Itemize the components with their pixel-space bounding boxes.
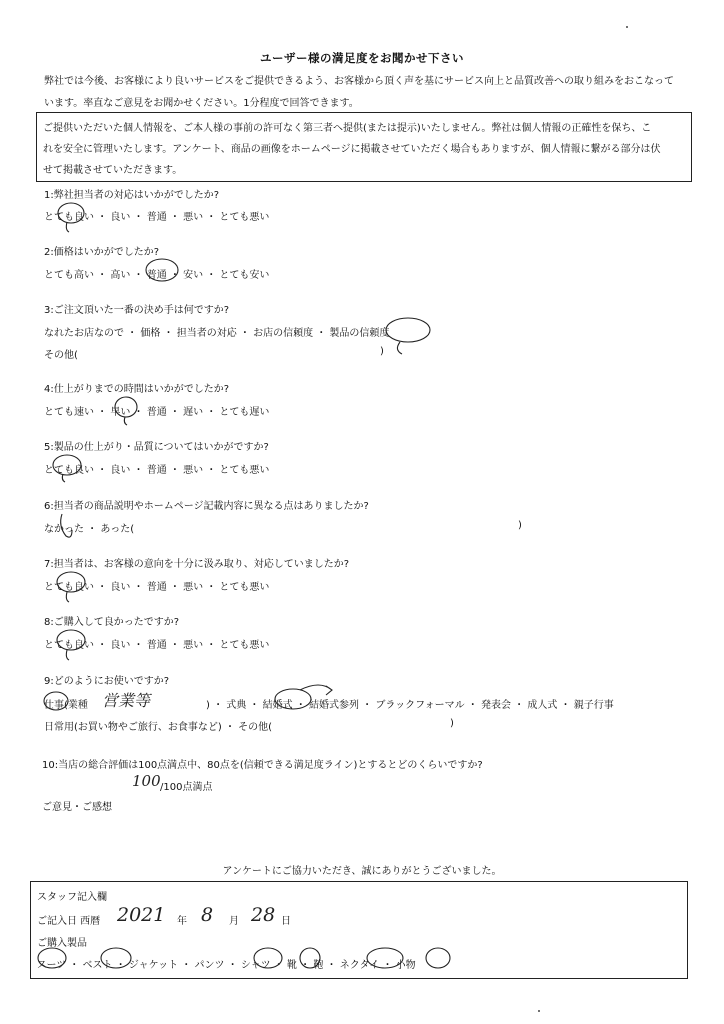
privacy-line-2: れを安全に管理いたします。アンケート、商品の画像をホームページに掲載させていただく場合もありますが、個人情報に繋がる部分は伏 — [43, 144, 661, 155]
question-9: 9:どのようにお使いですか? — [44, 676, 170, 687]
question-5: 5:製品の仕上がり・品質についてはいかがですか? — [44, 442, 269, 453]
month-unit: 月 — [229, 916, 239, 927]
question-7-options: とても良い ・ 良い ・ 普通 ・ 悪い ・ とても悪い — [44, 582, 270, 593]
date-label: ご記入日 西暦 — [37, 916, 101, 927]
score-suffix: /100点満点 — [160, 782, 213, 793]
question-5-options: とても良い ・ 良い ・ 普通 ・ 悪い ・ とても悪い — [44, 465, 270, 476]
year-unit: 年 — [177, 916, 187, 927]
question-6: 6:担当者の商品説明やホームページ記載内容に異なる点はありましたか? — [44, 501, 369, 512]
scan-speck — [626, 26, 628, 28]
mark-q1-very-good — [58, 203, 84, 223]
privacy-line-1: ご提供いただいた個人情報を、ご本人様の事前の許可なく第三者へ提供(または提示)いたしません。弊社は個人情報の正確性を保ち、こ — [43, 123, 652, 134]
mark-q5-very-good — [53, 455, 81, 475]
handwritten-day: 28 — [251, 904, 276, 926]
question-9-options-line2: 日常用(お買い物やご旅行、お食事など) ・ その他( — [44, 722, 273, 733]
question-2: 2:価格はいかがでしたか? — [44, 247, 160, 258]
day-unit: 日 — [281, 916, 291, 927]
question-9-options-line1: ) ・ 式典 ・ 結婚式 ・ 結婚式参列 ・ ブラックフォーマル ・ 発表会 ・ 成人式 ・ 親子行事 — [206, 700, 614, 711]
mark-q9-business — [44, 692, 68, 710]
mark-q4-fast — [115, 397, 137, 417]
question-9-close: ) — [450, 718, 454, 729]
question-7: 7:担当者は、お客様の意向を十分に汲み取り、対応していましたか? — [44, 559, 350, 570]
mark-q6-none — [61, 514, 72, 537]
handwritten-score: 100 — [132, 772, 161, 790]
question-1: 1:弊社担当者の対応はいかがでしたか? — [44, 190, 220, 201]
question-4-options: とても速い ・ 早い ・ 普通 ・ 遅い ・ とても遅い — [44, 407, 270, 418]
handwritten-year: 2021 — [117, 904, 166, 926]
intro-line-2: います。率直なご意見をお聞かせください。1分程度で回答できます。 — [44, 98, 359, 109]
privacy-line-3: せて掲載させていただきます。 — [43, 165, 183, 176]
question-8-options: とても良い ・ 良い ・ 普通 ・ 悪い ・ とても悪い — [44, 640, 270, 651]
mark-shoes — [300, 948, 320, 968]
question-6-options: なかった ・ あった( — [44, 524, 135, 535]
question-1-options: とても良い ・ 良い ・ 普通 ・ 悪い ・ とても悪い — [44, 212, 270, 223]
question-3-options: なれたお店なので ・ 価格 ・ 担当者の対応 ・ お店の信頼度 ・ 製品の信頼度 — [44, 328, 390, 339]
thanks-message: アンケートにご協力いただき、誠にありがとうございました。 — [222, 866, 502, 877]
intro-line-1: 弊社では今後、お客様により良いサービスをご提供できるよう、お客様から頂く声を基にサービス向上と品質改善への取り組みをおこなって — [44, 76, 674, 87]
mark-suit — [38, 948, 66, 968]
mark-q9-wedding — [275, 689, 311, 709]
question-3: 3:ご注文頂いた一番の決め手は何ですか? — [44, 305, 230, 316]
comments-label: ご意見・ご感想 — [42, 802, 112, 813]
question-3-other-close: ) — [380, 346, 384, 357]
question-10: 10:当店の総合評価は100点満点中、80点を(信頼できる満足度ライン)とするとどのくらいですか? — [42, 760, 483, 771]
mark-q9-arrow — [300, 685, 332, 695]
survey-title: ユーザー様の満足度をお聞かせ下さい — [260, 51, 464, 65]
question-2-options: とても高い ・ 高い ・ 普通 ・ 安い ・ とても安い — [44, 270, 270, 281]
mark-necktie — [367, 948, 403, 968]
products-list: スーツ ・ ベスト ・ ジャケット ・ パンツ ・ シャツ ・ 靴 ・ 鞄 ・ ネクタイ ・ 小物 — [37, 960, 416, 971]
question-4: 4:仕上がりまでの時間はいかがでしたか? — [44, 384, 230, 395]
mark-vest — [101, 948, 131, 968]
scan-speck — [538, 1010, 540, 1012]
mark-q7-very-good — [57, 572, 85, 592]
mark-q2-normal — [146, 259, 178, 281]
products-label: ご購入製品 — [37, 938, 87, 949]
mark-accessories — [426, 948, 450, 968]
question-3-other: その他( — [44, 350, 78, 361]
mark-q8-very-good — [57, 630, 85, 650]
question-9-business-label: 仕事(業種 — [44, 700, 88, 711]
staff-heading: スタッフ記入欄 — [37, 892, 107, 903]
mark-shirt — [254, 948, 282, 968]
mark-q3-product-trust — [386, 318, 430, 342]
question-6-close: ) — [518, 520, 522, 531]
handwritten-month: 8 — [201, 904, 214, 926]
question-8: 8:ご購入して良かったですか? — [44, 617, 180, 628]
handwritten-business-type: 営業等 — [102, 691, 151, 710]
